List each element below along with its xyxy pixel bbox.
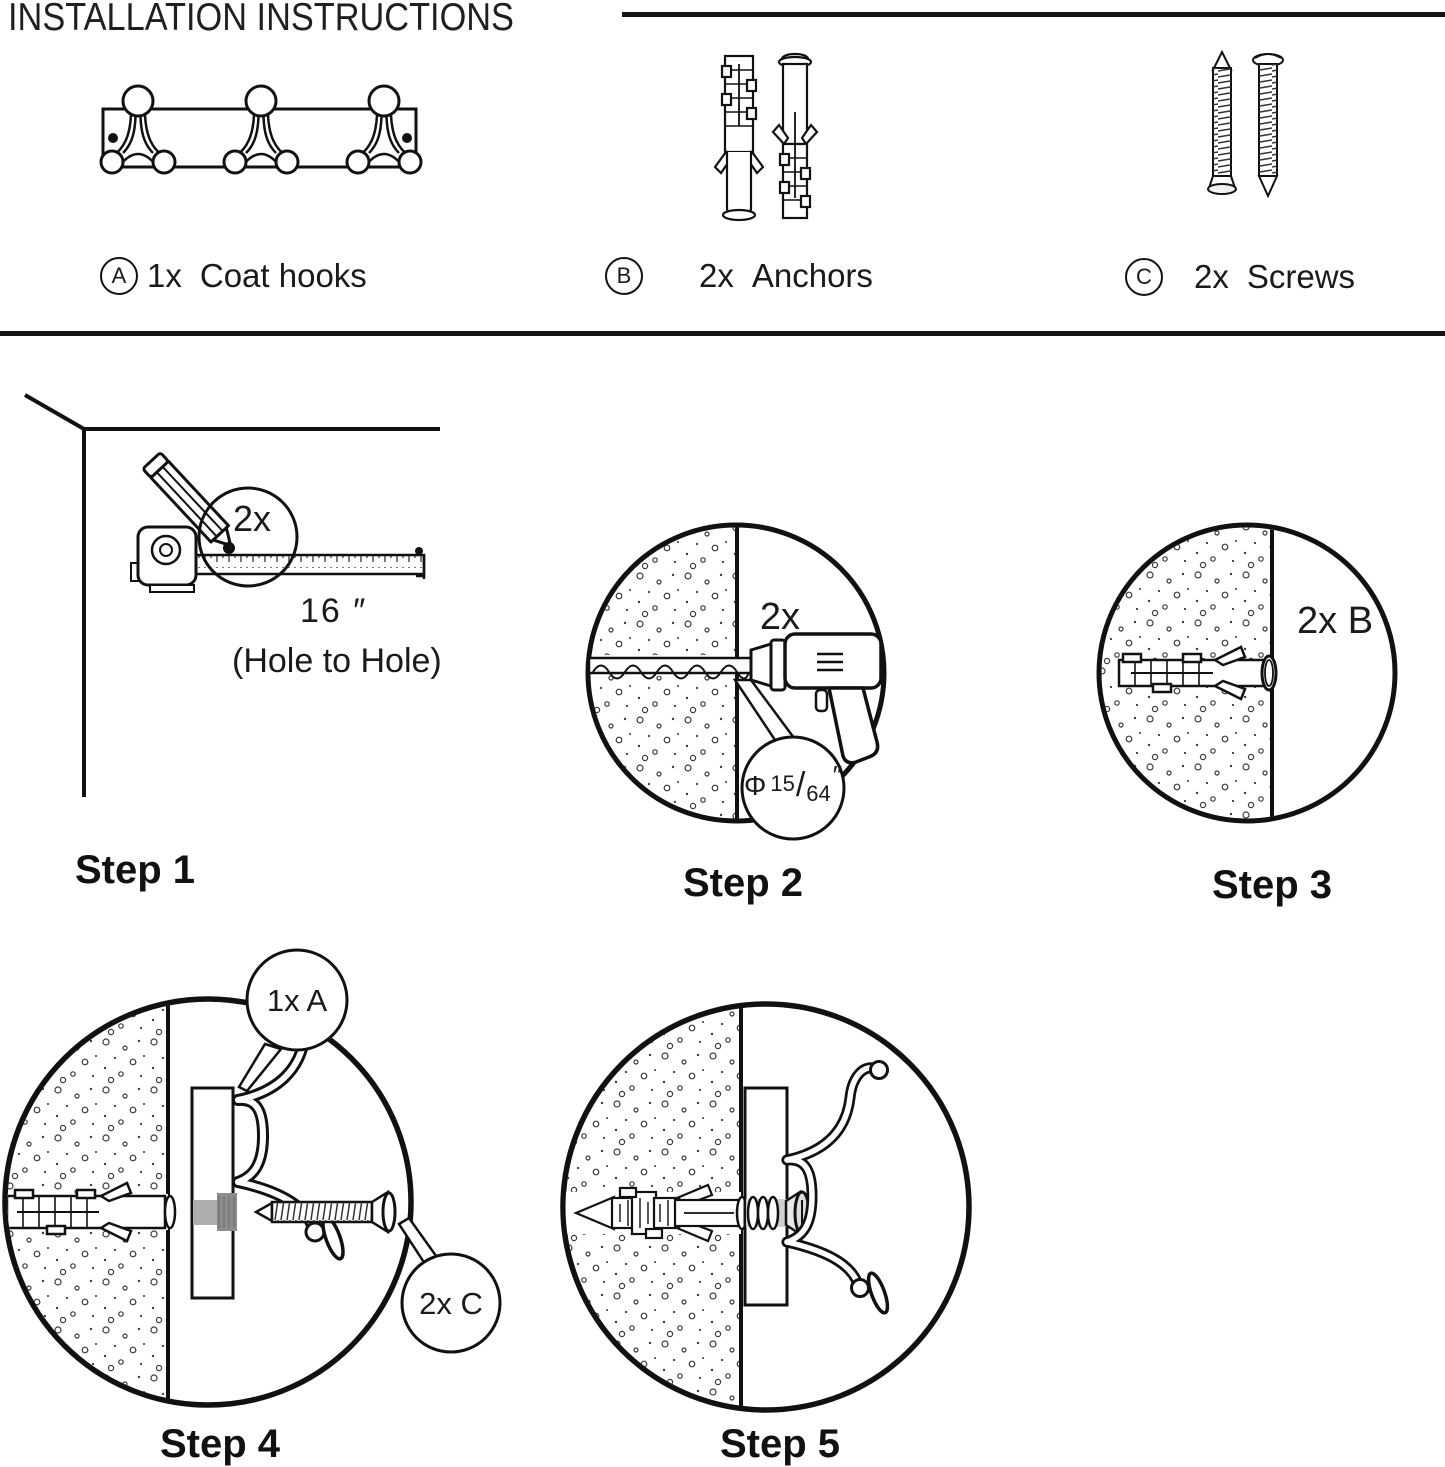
part-letter-badge: B [605, 257, 643, 295]
step5-label: Step 5 [720, 1422, 841, 1466]
step4-callout-screws: 2x C [419, 1286, 483, 1321]
inch-unit: ″ [832, 760, 842, 790]
step1-measure-illustration [0, 385, 460, 815]
step3-label: Step 3 [1212, 863, 1333, 907]
screw-icon [1200, 48, 1295, 203]
part-qty: 2x [699, 257, 734, 294]
part-qty: 1x [147, 257, 182, 294]
part-label-anchors [605, 257, 873, 295]
part-name: Screws [1246, 258, 1356, 295]
pencil-mark-dot [223, 542, 235, 554]
diameter-symbol: Φ [744, 769, 767, 801]
fraction-numerator: 15 [770, 770, 795, 796]
step1-distance-note: (Hole to Hole) [232, 642, 442, 680]
anchor-icon [712, 48, 822, 228]
step1-distance: 16 ″ [300, 592, 368, 630]
part-letter-badge: C [1125, 258, 1163, 296]
part-label-screws [1125, 258, 1355, 296]
page-title: INSTALLATION INSTRUCTIONS [8, 0, 514, 39]
step2-label: Step 2 [683, 861, 804, 905]
drill-diameter-label [741, 760, 845, 806]
anchor-flange [1262, 656, 1276, 690]
step1-label: Step 1 [75, 848, 196, 892]
title-rule [622, 12, 1445, 17]
fraction-slash: / [795, 766, 806, 804]
drill-trigger [816, 690, 827, 711]
part-qty: 2x [1194, 258, 1229, 295]
step1-marks-count: 2x [232, 498, 272, 539]
anchor-flange [165, 1196, 175, 1228]
part-name: Coat hooks [199, 257, 367, 294]
coat-hook-rack-icon [95, 78, 425, 253]
part-label-coat-hooks [100, 257, 367, 295]
step5-final-illustration [562, 1002, 972, 1414]
step4-callout-hooks: 1x A [266, 983, 328, 1018]
part-name: Anchors [751, 257, 873, 294]
second-mark-dot [415, 547, 423, 555]
screw-hole-gray [193, 1200, 217, 1225]
section-divider [0, 331, 1445, 336]
step4-label: Step 4 [160, 1422, 281, 1466]
step3-anchor-illustration [1095, 521, 1399, 825]
step3-insert-label: 2x B [1297, 600, 1374, 642]
fraction-denominator: 64 [806, 780, 831, 806]
step2-holes-count: 2x [759, 596, 801, 638]
wall-corner [25, 395, 440, 797]
part-letter-badge: A [100, 257, 138, 295]
